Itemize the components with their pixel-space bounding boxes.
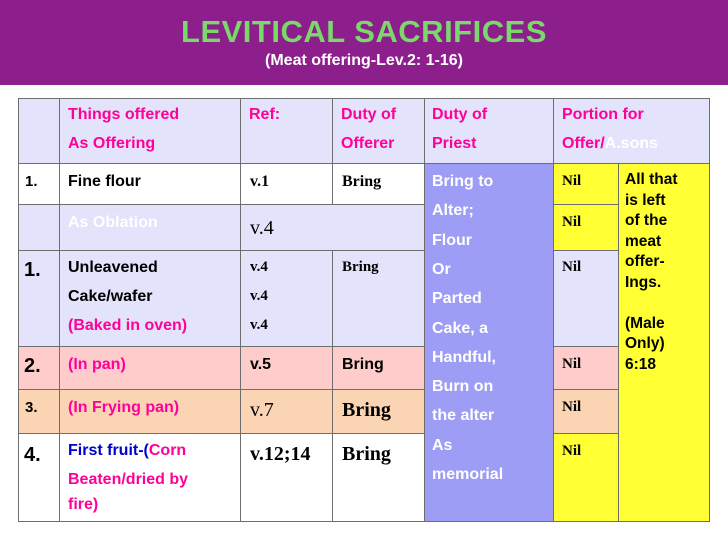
row3-thing-line3: (Baked in oven) bbox=[68, 317, 188, 334]
row4-ref-cell bbox=[241, 347, 333, 390]
header-things-line1: Things offered bbox=[68, 106, 180, 123]
row5-ref-cell bbox=[241, 390, 333, 434]
row6-num-cell bbox=[18, 434, 60, 522]
row1-num-cell bbox=[18, 164, 60, 205]
aaron-portion-line: offer- bbox=[625, 253, 665, 270]
row1-duty: Bring bbox=[342, 173, 382, 190]
header-duty-offerer-line1: Duty of bbox=[341, 106, 397, 123]
priest-duty-line: As bbox=[432, 436, 453, 454]
row2-ref: v.4 bbox=[250, 217, 274, 239]
row5-num: 3. bbox=[25, 399, 38, 416]
aaron-portion-cell bbox=[619, 164, 710, 522]
row4-thing: (In pan) bbox=[68, 356, 126, 373]
row1-duty-cell bbox=[333, 164, 425, 205]
row5-portion-cell bbox=[554, 390, 619, 434]
aaron-portion-line: Ings. bbox=[625, 273, 662, 291]
row3-num-cell bbox=[18, 251, 60, 347]
priest-duty-line: the alter bbox=[432, 407, 495, 425]
header-portion-cell bbox=[554, 98, 710, 164]
row1-thing-cell bbox=[60, 164, 241, 205]
aaron-portion-line: of the bbox=[625, 212, 668, 229]
row6-thing-line1: First fruit-(Corn bbox=[68, 442, 187, 459]
row3-thing-cell bbox=[60, 251, 241, 347]
row2-ref-cell bbox=[241, 205, 425, 251]
header-duty-priest-line1: Duty of bbox=[432, 106, 488, 123]
row4-portion: Nil bbox=[562, 356, 582, 372]
title-banner bbox=[0, 0, 728, 85]
row1-num: 1. bbox=[25, 173, 38, 190]
aaron-portion-line: is left bbox=[625, 191, 666, 209]
row2-portion-cell bbox=[554, 205, 619, 251]
row6-thing-cell bbox=[60, 434, 241, 522]
row4-num-cell bbox=[18, 347, 60, 390]
row6-duty: Bring bbox=[342, 443, 391, 465]
row3-ref-line3: v.4 bbox=[250, 317, 268, 333]
priest-duty-cell bbox=[425, 164, 554, 522]
row2-thing: As Oblation bbox=[68, 214, 158, 231]
row5-portion: Nil bbox=[562, 399, 582, 415]
row6-portion: Nil bbox=[562, 443, 582, 459]
row5-thing-cell bbox=[60, 390, 241, 434]
row3-ref-cell bbox=[241, 251, 333, 347]
priest-duty-line: Parted bbox=[432, 290, 482, 308]
row6-thing-line3: fire) bbox=[68, 496, 99, 513]
row3-portion-cell bbox=[554, 251, 619, 347]
priest-duty-line: Or bbox=[432, 260, 451, 278]
row1-thing: Fine flour bbox=[68, 173, 141, 190]
aaron-portion-line: All that bbox=[625, 171, 678, 188]
row2-thing-cell bbox=[60, 205, 241, 251]
row4-duty-cell bbox=[333, 347, 425, 390]
priest-duty-line: Flour bbox=[432, 231, 472, 249]
row5-duty: Bring bbox=[342, 399, 391, 421]
row6-portion-cell bbox=[554, 434, 619, 522]
row3-portion: Nil bbox=[562, 259, 582, 275]
header-things-cell bbox=[60, 98, 241, 164]
row5-duty-cell bbox=[333, 390, 425, 434]
row3-num: 1. bbox=[24, 259, 41, 281]
row2-num-cell bbox=[18, 205, 60, 251]
header-num-cell bbox=[18, 98, 60, 164]
row1-ref: v.1 bbox=[250, 173, 270, 190]
aaron-portion-line: (Male bbox=[625, 314, 665, 332]
row6-duty-cell bbox=[333, 434, 425, 522]
priest-duty-line: Handful, bbox=[432, 348, 496, 366]
header-duty-offerer-cell bbox=[333, 98, 425, 164]
row5-num-cell bbox=[18, 390, 60, 434]
row6-num: 4. bbox=[24, 444, 41, 466]
header-ref: Ref: bbox=[249, 106, 281, 123]
row6-ref: v.12;14 bbox=[250, 443, 311, 465]
row4-duty: Bring bbox=[342, 356, 384, 373]
row4-thing-cell bbox=[60, 347, 241, 390]
row3-duty: Bring bbox=[342, 259, 379, 275]
row4-num: 2. bbox=[24, 355, 41, 377]
aaron-portion-line: Only) bbox=[625, 335, 665, 352]
priest-duty-line: Alter; bbox=[432, 202, 474, 220]
row3-thing-line1: Unleavened bbox=[68, 259, 158, 276]
row5-ref: v.7 bbox=[250, 399, 274, 421]
row6-thing-line2: Beaten/dried by bbox=[68, 471, 189, 488]
page-subtitle: (Meat offering-Lev.2: 1-16) bbox=[265, 52, 463, 69]
row6-ref-cell bbox=[241, 434, 333, 522]
row4-portion-cell bbox=[554, 347, 619, 390]
header-ref-cell bbox=[241, 98, 333, 164]
row3-ref-line2: v.4 bbox=[250, 288, 268, 304]
priest-duty-line: memorial bbox=[432, 466, 504, 483]
row2-portion: Nil bbox=[562, 214, 582, 230]
header-portion-line2: Offer/A.sons bbox=[562, 135, 659, 152]
header-duty-priest-line2: Priest bbox=[432, 135, 477, 152]
priest-duty-line: Cake, a bbox=[432, 319, 489, 337]
row5-thing: (In Frying pan) bbox=[68, 399, 180, 416]
header-portion-line1: Portion for bbox=[562, 106, 644, 123]
row4-ref: v.5 bbox=[250, 356, 272, 373]
row3-ref-line1: v.4 bbox=[250, 259, 268, 275]
priest-duty-line: Bring to bbox=[432, 173, 494, 190]
header-duty-offerer-line2: Offerer bbox=[341, 135, 395, 152]
row3-thing-line2: Cake/wafer bbox=[68, 288, 153, 305]
priest-duty-line: Burn on bbox=[432, 378, 494, 396]
row3-duty-cell bbox=[333, 251, 425, 347]
header-duty-priest-cell bbox=[425, 98, 554, 164]
header-things-line2: As Offering bbox=[68, 135, 156, 152]
row1-ref-cell bbox=[241, 164, 333, 205]
aaron-portion-line: meat bbox=[625, 232, 662, 250]
page-title: LEVITICAL SACRIFICES bbox=[181, 14, 547, 49]
row1-portion: Nil bbox=[562, 173, 582, 189]
row1-portion-cell bbox=[554, 164, 619, 205]
aaron-portion-line: 6:18 bbox=[625, 355, 657, 373]
